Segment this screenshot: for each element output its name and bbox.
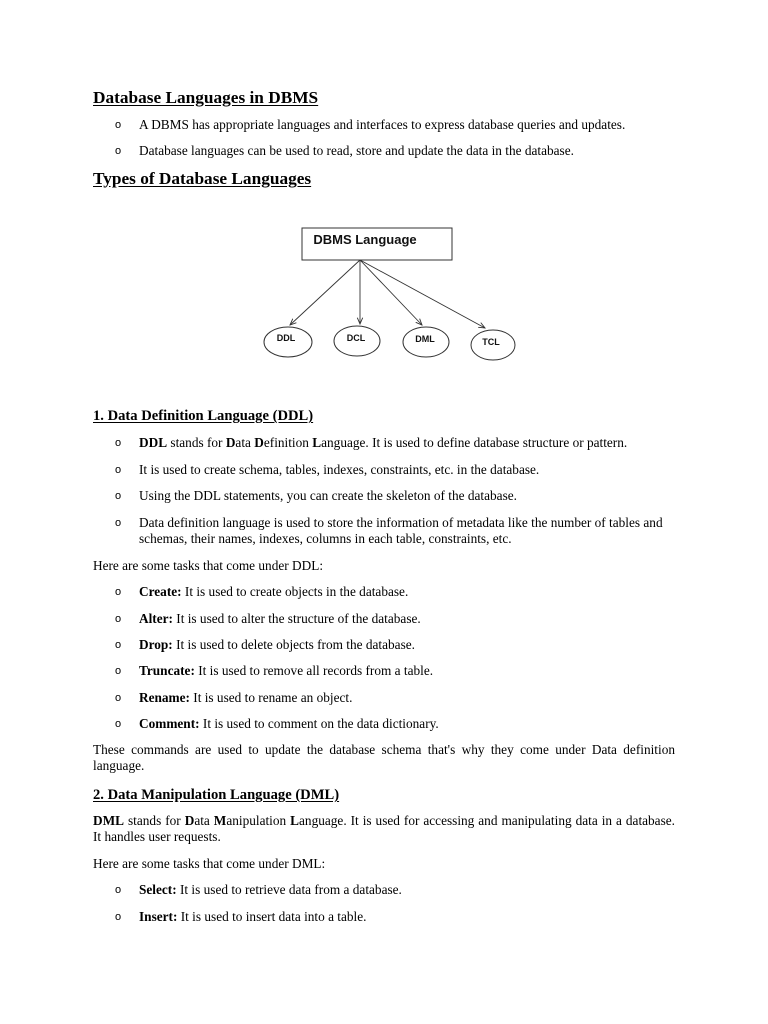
ddl-task-truncate	[139, 663, 677, 679]
diagram-node-label: DDL	[276, 333, 296, 343]
intro-bullet-text: Database languages can be used to read, store and update the data in the database.	[139, 143, 574, 158]
bullet-marker: o	[115, 692, 122, 704]
task-desc: It is used to comment on the data dictionary.	[199, 716, 439, 731]
dml-task-insert	[139, 909, 677, 925]
diagram-arrow	[360, 260, 485, 328]
task-name: Insert:	[139, 909, 178, 924]
bullet-marker: o	[115, 119, 122, 131]
bold-run: D	[254, 435, 264, 450]
bullet-marker: o	[115, 718, 122, 730]
ddl-tasks-intro: Here are some tasks that come under DDL:	[93, 558, 324, 573]
ddl-bullet-text	[139, 435, 677, 451]
bullet-marker: o	[115, 490, 122, 502]
text-run: anguage. It is used for accessing and manipulating data in a database. It handles user requests.	[93, 813, 675, 844]
text-run: anipulation	[226, 813, 291, 828]
diagram-arrow	[290, 260, 360, 325]
bold-run: L	[312, 435, 322, 450]
bullet-marker: o	[115, 517, 122, 529]
task-name: Create:	[139, 584, 182, 599]
task-name: Rename:	[139, 690, 190, 705]
bullet-marker: o	[115, 464, 122, 476]
bold-run: DML	[93, 813, 125, 828]
task-desc: It is used to rename an object.	[189, 690, 353, 705]
diagram-node-label: DML	[415, 334, 435, 344]
text-run: anguage. It is used to define database structure or pattern.	[321, 435, 628, 450]
dml-heading: 2. Data Manipulation Language (DML)	[93, 787, 340, 803]
dml-intro-paragraph	[93, 813, 675, 845]
text-run: stands for	[124, 813, 185, 828]
dbms-language-diagram	[250, 220, 520, 370]
bullet-marker: o	[115, 639, 122, 651]
ddl-closing-paragraph: These commands are used to update the database schema that's why they come under Data definition language.	[93, 742, 675, 773]
intro-bullet-text: A DBMS has appropriate languages and interfaces to express database queries and updates.	[139, 117, 626, 132]
diagram-root-label: DBMS Language	[313, 232, 417, 247]
task-desc: It is used to create objects in the database.	[181, 584, 409, 599]
task-name: Select:	[139, 882, 177, 897]
diagram-node-label: DCL	[346, 333, 366, 343]
text-run: Using the DDL statements, you can create the skeleton of the database.	[139, 488, 517, 503]
text-run: ata	[194, 813, 214, 828]
text-run: efinition	[263, 435, 313, 450]
task-name: Alter:	[139, 611, 173, 626]
ddl-task-rename	[139, 690, 677, 706]
task-name: Comment:	[139, 716, 200, 731]
task-desc: It is used to alter the structure of the database.	[172, 611, 421, 626]
page-title: Database Languages in DBMS	[93, 88, 319, 107]
bold-run: D	[225, 435, 236, 450]
dml-tasks-intro: Here are some tasks that come under DML:	[93, 856, 326, 871]
task-desc: It is used to retrieve data from a database.	[176, 882, 402, 897]
text-run: ata	[235, 435, 255, 450]
dml-task-select	[139, 882, 677, 898]
diagram-arrow	[360, 260, 422, 325]
ddl-heading: 1. Data Definition Language (DDL)	[93, 408, 314, 424]
ddl-task-comment	[139, 716, 677, 732]
bullet-marker: o	[115, 665, 122, 677]
text-run: stands for	[167, 435, 226, 450]
ddl-task-drop	[139, 637, 677, 653]
text-run: Data definition language is used to store the information of metadata like the number of tables and schemas, their names, indexes, columns in each table, constraints, etc.	[139, 515, 663, 546]
task-name: Drop:	[139, 637, 173, 652]
section-heading: Types of Database Languages	[93, 169, 312, 188]
task-desc: It is used to delete objects from the database.	[172, 637, 415, 652]
bullet-marker: o	[115, 911, 122, 923]
bold-run: M	[213, 813, 227, 828]
bullet-marker: o	[115, 884, 122, 896]
diagram-node-label: TCL	[482, 337, 500, 347]
ddl-task-create	[139, 584, 677, 600]
bold-run: DDL	[139, 435, 168, 450]
bold-run: L	[290, 813, 300, 828]
bullet-marker: o	[115, 586, 122, 598]
bullet-marker: o	[115, 613, 122, 625]
ddl-task-alter	[139, 611, 677, 627]
ddl-bullet-text	[139, 515, 679, 547]
task-desc: It is used to remove all records from a table.	[194, 663, 434, 678]
ddl-bullet-text	[139, 488, 677, 504]
ddl-bullet-text	[139, 462, 677, 478]
task-name: Truncate:	[139, 663, 195, 678]
bullet-marker: o	[115, 437, 122, 449]
text-run: It is used to create schema, tables, indexes, constraints, etc. in the database.	[139, 462, 540, 477]
bold-run: D	[184, 813, 195, 828]
bullet-marker: o	[115, 145, 122, 157]
task-desc: It is used to insert data into a table.	[177, 909, 367, 924]
